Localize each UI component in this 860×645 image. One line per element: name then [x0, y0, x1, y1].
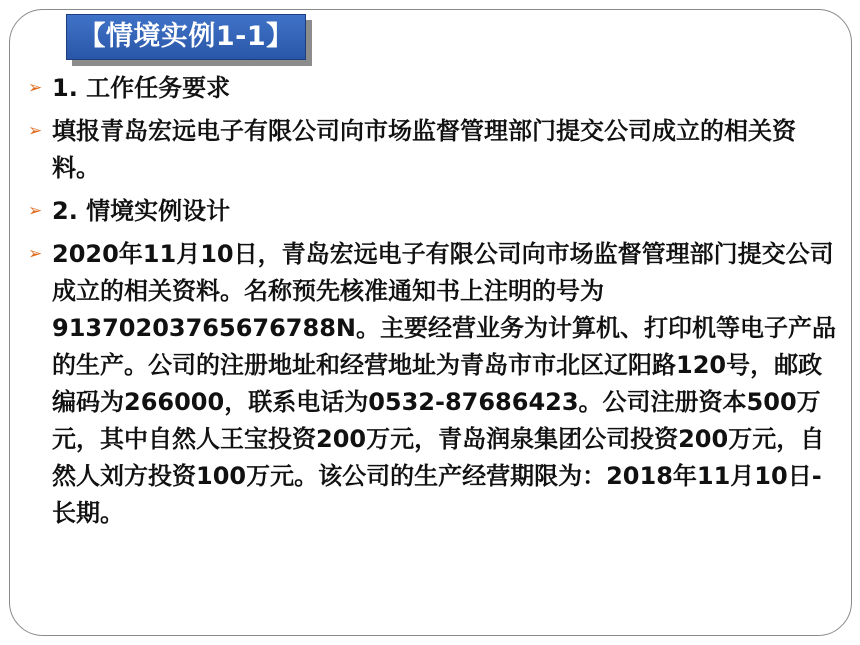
arrow-bullet-icon: ➢: [28, 244, 43, 264]
arrow-bullet-icon: ➢: [28, 121, 43, 141]
bullet-item-task-heading: [28, 70, 840, 107]
arrow-bullet-icon: ➢: [28, 78, 43, 98]
bullet-text: 1. 工作任务要求: [52, 74, 231, 102]
bullet-text: 填报青岛宏远电子有限公司向市场监督管理部门提交公司成立的相关资料。: [52, 117, 796, 182]
slide-title: 【情境实例1-1】: [66, 14, 306, 60]
arrow-bullet-icon: ➢: [28, 201, 43, 221]
bullet-item-task-description: [28, 113, 840, 187]
bullet-text: 2. 情境实例设计: [52, 197, 231, 225]
bullet-item-case-details: [28, 236, 840, 532]
bullet-item-design-heading: [28, 193, 840, 230]
bullet-list: [28, 70, 840, 538]
bullet-text: 2020年11月10日，青岛宏远电子有限公司向市场监督管理部门提交公司成立的相关资料。名称预先核准通知书上注明的号为91370203765676788N。主要经营业务为计算机、打印机等电子产品的生产。公司的注册地址和经营地址为青岛市市北区辽阳路120号，邮政编码为266000，联系电话为0532-87686423。公司注册资本500万元，其中自然人王宝投资200万元，青岛润泉集团公司投资200万元，自然人刘方投资100万元。该公司的生产经营期限为：2018年11月10日-长期。: [52, 240, 836, 527]
